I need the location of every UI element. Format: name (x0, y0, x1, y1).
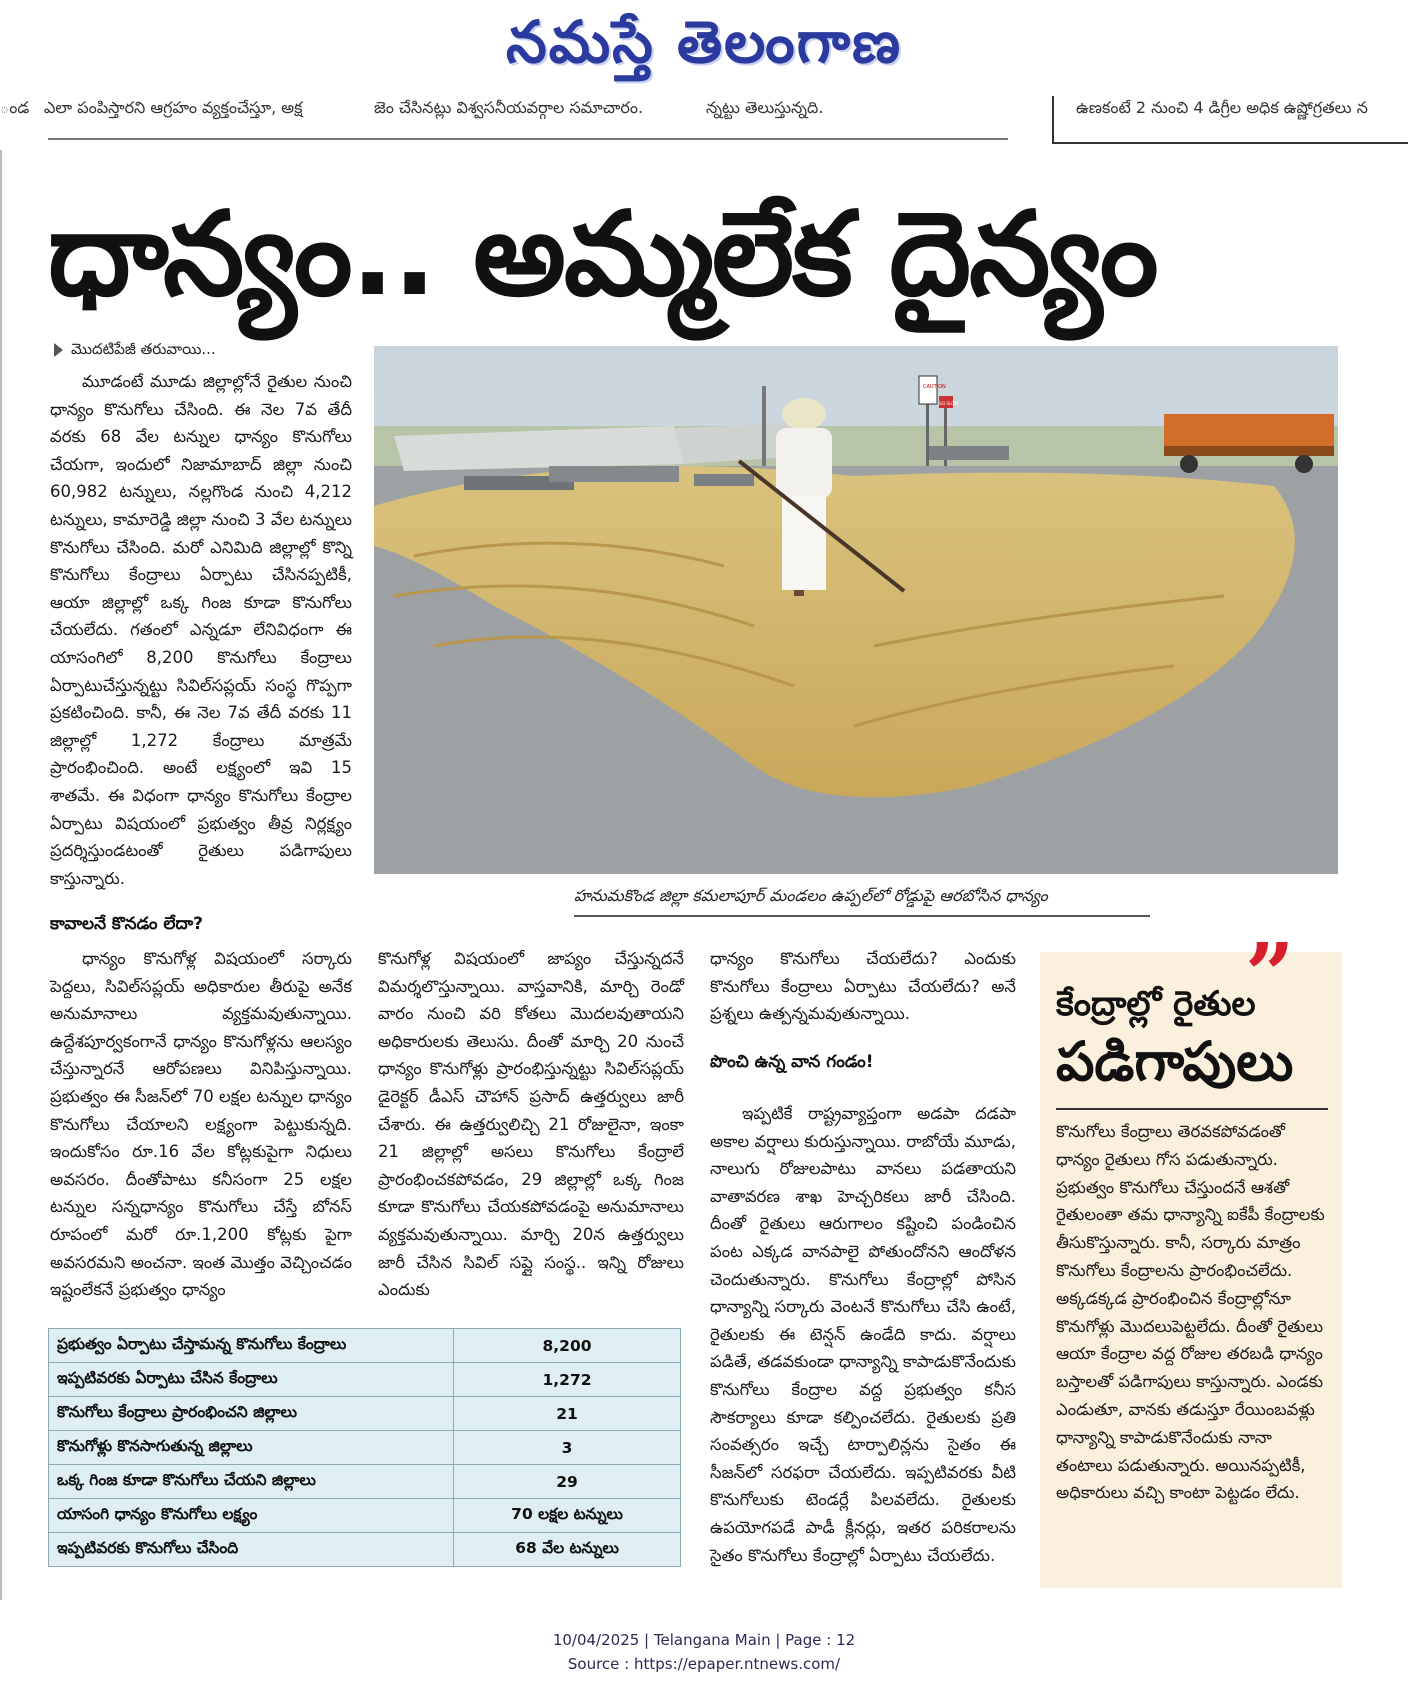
chevron-right-icon (54, 343, 63, 357)
kicker-text: మొదటిపేజీ తరువాయి... (71, 340, 216, 358)
strip-text-3: జెం చేసినట్లు విశ్వసనీయవర్గాల సమాచారం. (374, 98, 644, 117)
table-label: కొనుగోలు కేంద్రాలు ప్రారంభించని జిల్లాలు (49, 1397, 454, 1431)
footer-edition-line: 10/04/2025 | Telangana Main | Page : 12 (552, 1631, 856, 1649)
table-value: 29 (454, 1465, 681, 1499)
continued-kicker (54, 340, 216, 362)
table-label: ఇప్పటివరకు కొనుగోలు చేసింది (49, 1533, 454, 1567)
table-value: 1,272 (454, 1363, 681, 1397)
table-row (49, 1533, 681, 1567)
table-value: 8,200 (454, 1329, 681, 1363)
table-label: యాసంగి ధాన్యం కొనుగోలు లక్ష్యం (49, 1499, 454, 1533)
strip-text-5: ఉణకంటే 2 నుంచి 4 డిగ్రీల అధిక ఉష్ణోగ్రతలు న (1076, 98, 1368, 117)
column-3-text-a: ధాన్యం కొనుగోలు చేయలేదు? ఎందుకు కొనుగోలు కేంద్రాలు ఏర్పాటు చేయలేదు? అనే ప్రశ్నలు ఉత్పన్నమవుతున్నాయి. (710, 949, 1016, 1024)
table-row (49, 1329, 681, 1363)
table-value: 70 లక్షల టన్నులు (454, 1499, 681, 1533)
sidebar-title-line-2: పడిగాపులు (1056, 1030, 1294, 1093)
column-1-text: ధాన్యం కొనుగోళ్ల విషయంలో సర్కారు పెద్దలు, సివిల్‌సప్లయ్ అధికారుల తీరుపై అనేక అనుమానాలు వ్యక్తమవుతున్నాయి. ఉద్దేశపూర్వకంగానే ధాన్యం కొనుగోళ్లను ఆలస్యం చేస్తున్నారనే ఆరోపణలు వినిపిస్తున్నాయి. ప్రభుత్వం ఈ సీజన్‌లో 70 లక్షల టన్నుల ధాన్యం కొనుగోలు చేయాలని లక్ష్యంగా పెట్టుకున్నది. ఇందుకోసం రూ.16 వేల కోట్లకుపైగా నిధులు అవసరం. దీంతోపాటు కనీసంగా 25 లక్షల టన్నుల సన్నధాన్యం కొనుగోలు చేస్తే బోనస్ రూపంలో మరో రూ.1,200 కోట్లకు పైగా అవసరమని అంచనా. ఇంత మొత్తం వెచ్చించడం ఇష్టంలేకనే ప్రభుత్వం ధాన్యం (50, 949, 352, 1300)
sidebar-divider (1056, 1108, 1328, 1110)
table-row (49, 1363, 681, 1397)
table-row (49, 1465, 681, 1499)
table-row (49, 1499, 681, 1533)
strip-box-border (1052, 96, 1408, 144)
table-value: 21 (454, 1397, 681, 1431)
sidebar-title-line-1: కేంద్రాల్లో రైతుల (1056, 984, 1256, 1024)
footer-source-line: Source : https://epaper.ntnews.com/ (567, 1655, 841, 1673)
paddy-drying-photo (374, 346, 1338, 874)
main-headline: ధాన్యం.. అమ్మలేక దైన్యం (48, 187, 1157, 322)
table-label: ఇప్పటివరకు ఏర్పాటు చేసిన కేంద్రాలు (49, 1363, 454, 1397)
table-label: ప్రభుత్వం ఏర్పాటు చేస్తామన్న కొనుగోలు కేంద్రాలు (49, 1329, 454, 1363)
photo-sign-2: GO SLOW (939, 401, 959, 406)
page-footer (0, 1628, 1408, 1676)
photo-caption: హనుమకొండ జిల్లా కమలాపూర్ మండలం ఉప్పల్‌లో రోడ్డుపై ఆరబోసిన ధాన్యం (574, 886, 1150, 917)
intro-paragraph: మూడంటే మూడు జిల్లాల్లోనే రైతుల నుంచి ధాన్యం కొనుగోలు చేసింది. ఈ నెల 7వ తేదీ వరకు 68 వేల టన్నుల ధాన్యం కొనుగోలు చేయగా, ఇందులో నిజామాబాద్ జిల్లా నుంచి 60,982 టన్నులు, నల్లగొండ నుంచి 4,212 టన్నులు, కామారెడ్డి జిల్లా నుంచి 3 వేల టన్నులు కొనుగోలు చేసింది. మరో ఎనిమిది జిల్లాల్లో కొన్ని కొనుగోలు కేంద్రాలు ఏర్పాటు చేసినప్పటికీ, ఆయా జిల్లాల్లో ఒక్క గింజ కూడా కొనుగోలు చేయలేదు. గతంలో ఎన్నడూ లేనివిధంగా ఈ యాసంగిలో 8,200 కొనుగోలు కేంద్రాలు ఏర్పాటుచేస్తున్నట్టు సివిల్‌సప్లయ్ సంస్థ గొప్పగా ప్రకటించింది. కానీ, ఈ నెల 7వ తేదీ వరకు 11 జిల్లాల్లో 1,272 కేంద్రాలు మాత్రమే ప్రారంభించింది. అంటే లక్ష్యంలో ఇవి 15 శాతమే. ఈ విధంగా ధాన్యం కొనుగోలు కేంద్రాల ఏర్పాటు విషయంలో ప్రభుత్వం తీవ్ర నిర్లక్ష్యం ప్రదర్శిస్తుండటంతో రైతులు పడిగాపులు కాస్తున్నారు. (50, 372, 352, 888)
subhead-rain-threat: పొంచి ఉన్న వాన గండం! (710, 1052, 874, 1072)
masthead-logo: నమస్తే తెలంగాణ (506, 8, 902, 76)
procurement-stats-table (48, 1328, 681, 1567)
table-label: ఒక్క గింజ కూడా కొనుగోలు చేయని జిల్లాలు (49, 1465, 454, 1499)
photo-sign-1: CAUTION (923, 384, 946, 390)
table-row (49, 1397, 681, 1431)
quote-mark-icon: ” (1245, 925, 1295, 1026)
strip-text-1: ండ (0, 98, 30, 117)
strip-text-2: ఎలా పంపిస్తారని ఆగ్రహం వ్యక్తంచేస్తూ, అక్ష (44, 98, 303, 117)
news-photo (374, 346, 1338, 874)
strip-text-4: న్నట్టు తెలుస్తున్నది. (706, 98, 824, 117)
sidebar-body: కొనుగోలు కేంద్రాలు తెరవకపోవడంతో ధాన్యం రైతులు గోస పడుతున్నారు. ప్రభుత్వం కొనుగోలు చేస్తుందనే ఆశతో రైతులంతా తమ ధాన్యాన్ని ఐకేపీ కేంద్రాలకు తీసుకొస్తున్నారు. కానీ, సర్కారు మాత్రం కొనుగోలు కేంద్రాలను ప్రారంభించలేదు. అక్కడక్కడ ప్రారంభించిన కేంద్రాల్లోనూ కొనుగోళ్లు మొదలుపెట్టలేదు. దీంతో రైతులు ఆయా కేంద్రాల వద్ద రోజుల తరబడి ధాన్యం బస్తాలతో పడిగాపులు కాస్తున్నారు. ఎండకు ఎండుతూ, వానకు తడుస్తూ రేయింబవళ్లు ధాన్యాన్ని కాపాడుకొనేందుకు నానా తంటాలు పడుతున్నారు. అయినప్పటికీ, అధికారులు వచ్చి కాంటా పెట్టడం లేదు. (1056, 1122, 1325, 1503)
subhead-deliberate: కావాలనే కొనడం లేదా? (50, 914, 204, 934)
table-row (49, 1431, 681, 1465)
column-3-text-b: ఇప్పటికే రాష్ట్రవ్యాప్తంగా అడపా దడపా అకాల వర్షాలు కురుస్తున్నాయి. రాబోయే మూడు, నాలుగు రోజులపాటు వానలు పడతాయని వాతావరణ శాఖ హెచ్చరికలు జారీ చేసింది. దీంతో రైతులు ఆరుగాలం కష్టించి పండించిన పంట ఎక్కడ వానపాలై పోతుందోనని ఆందోళన చెందుతున్నారు. కొనుగోలు కేంద్రాల్లో పోసిన ధాన్యాన్ని సర్కారు వెంటనే కొనుగోలు చేసి ఉంటే, రైతులకు ఈ టెన్షన్ ఉండేది కాదు. వర్షాలు పడితే, తడవకుండా ధాన్యాన్ని కాపాడుకొనేందుకు కొనుగోలు కేంద్రాల వద్ద ప్రభుత్వం కనీస సౌకర్యాలు కూడా కల్పించలేదు. రైతులకు ప్రతి సంవత్సరం ఇచ్చే టార్పాలిన్లను సైతం ఈ సీజన్‌లో సరఫరా చేయలేదు. ఇప్పటివరకు వీటి కొనుగోలుకు టెండర్లే పిలవలేదు. రైతులకు ఉపయోగపడే పాడీ క్లీనర్లు, ఇతర పరికరాలను సైతం కొనుగోలు కేంద్రాల్లో ఏర్పాటు చేయలేదు. (710, 1104, 1016, 1565)
table-value: 68 వేల టన్నులు (454, 1533, 681, 1567)
table-value: 3 (454, 1431, 681, 1465)
column-2-text: కొనుగోళ్ల విషయంలో జాప్యం చేస్తున్నదనే విమర్శలొస్తున్నాయి. వాస్తవానికి, మార్చి రెండో వారం నుంచి వరి కోతలు మొదలవుతాయని అధికారులకు తెలుసు. దీంతో మార్చి 20 నుంచే ధాన్యం కొనుగోళ్లు ప్రారంభిస్తున్నట్టు సివిల్‌సప్లయ్ డైరెక్టర్ డీఎస్ చౌహాన్ ప్రసాద్ ఉత్తర్వులు జారీ చేశారు. ఈ ఉత్తర్వులిచ్చి 21 రోజులైనా, ఇంకా 21 జిల్లాల్లో అసలు కొనుగోలు కేంద్రాలే ప్రారంభించకపోవడం, 29 జిల్లాల్లో ఒక్క గింజ కూడా కొనుగోలు చేయకపోవడంపై అనుమానాలు వ్యక్తమవుతున్నాయి. మార్చి 20న ఉత్తర్వులు జారీ చేసిన సివిల్ సప్లై సంస్థ.. ఇన్ని రోజులు ఎందుకు (378, 949, 684, 1300)
table-label: కొనుగోళ్లు కొనసాగుతున్న జిల్లాలు (49, 1431, 454, 1465)
strip-divider (48, 138, 1008, 140)
page-left-rule (0, 150, 2, 1600)
